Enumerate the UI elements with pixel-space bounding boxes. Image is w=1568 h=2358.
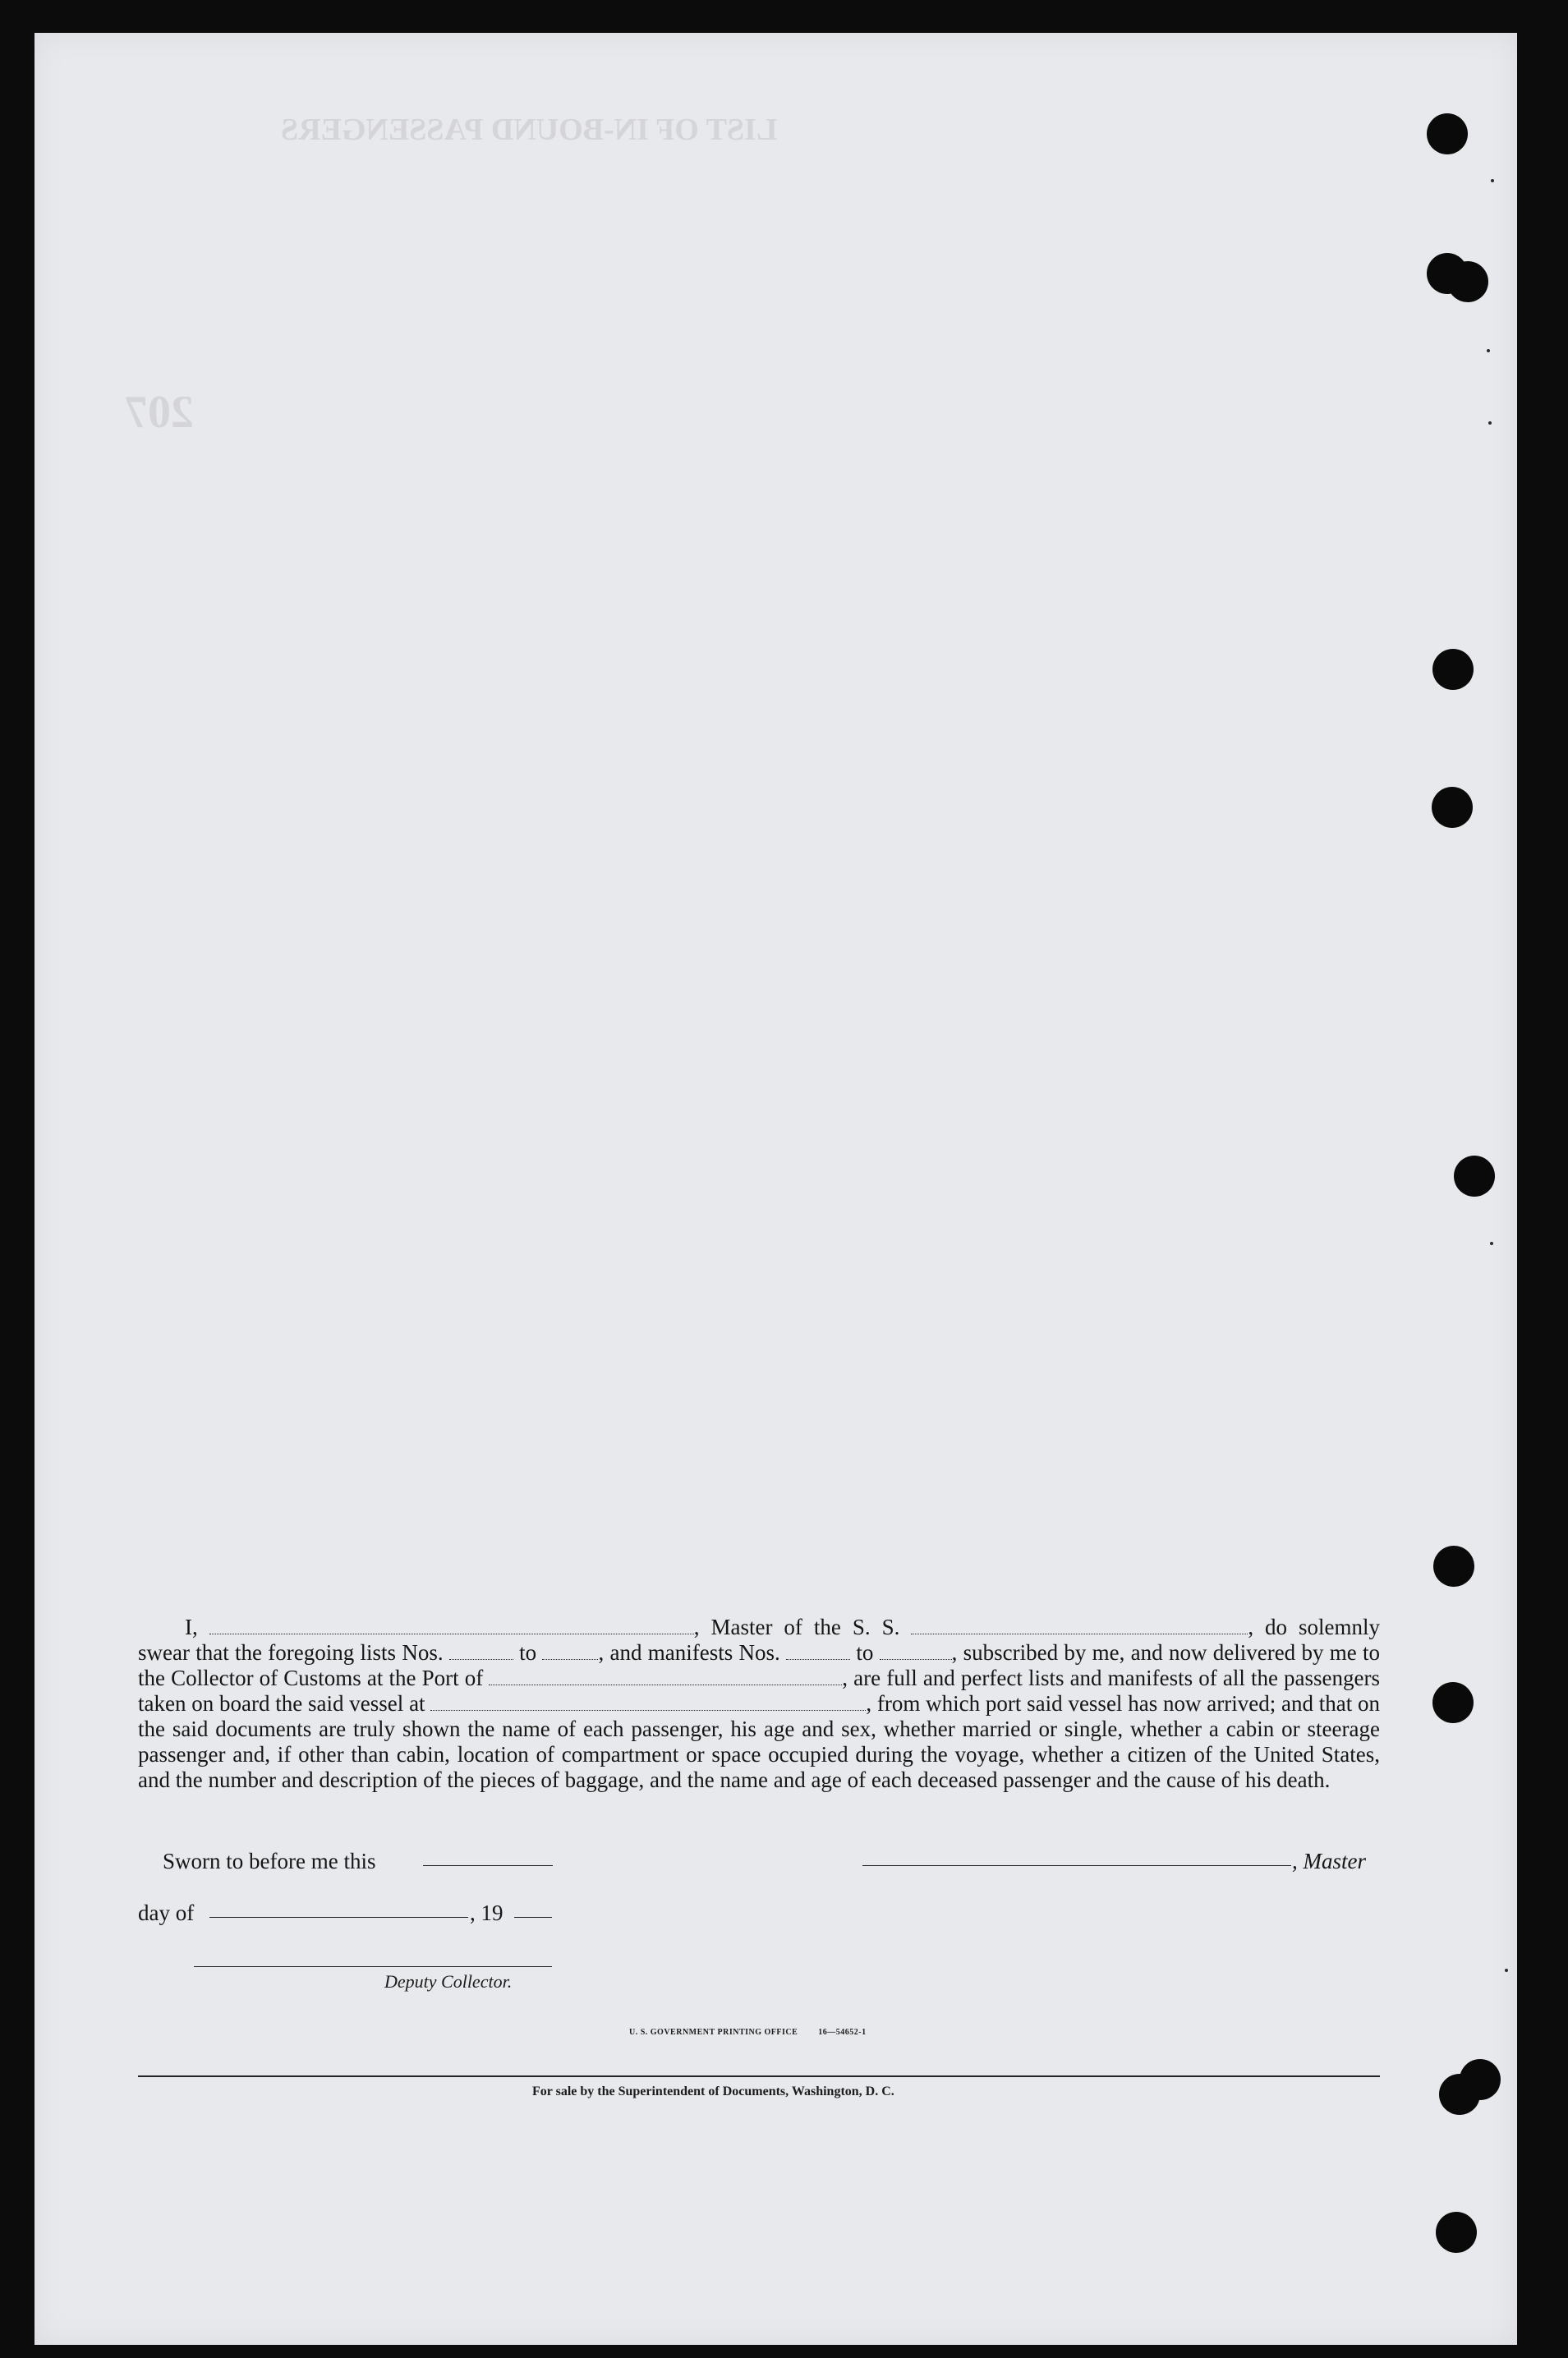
document-page [34,33,1517,2345]
oath-do-solemnly: , do solemnly [1248,1615,1381,1639]
blank-master-name [209,1619,694,1634]
blank-vessel-name [911,1619,1248,1634]
blank-year [514,1917,552,1918]
blank-port [489,1670,842,1685]
oath-swear: swear that the foregoing lists Nos. [138,1640,444,1665]
master-label: , Master [1292,1849,1366,1873]
oath-to-2: to [856,1640,874,1665]
master-signature-line [862,1865,1291,1866]
oath-subscribed: , subscribed by me, and now [951,1640,1207,1665]
blank-list-from [449,1644,513,1660]
sworn-label: Sworn to before me this [163,1849,376,1873]
day-of-label: day of [138,1901,195,1925]
blank-sworn-date [423,1865,553,1866]
sale-notice: For sale by the Superintendent of Documents, Washington, D. C. [532,2085,894,2098]
punch-hole [1433,1546,1474,1587]
gpo-imprint: U. S. GOVERNMENT PRINTING OFFICE 16—54652-1 [629,2028,867,2037]
oath-manifests: manifests of all the passengers taken on board the said vessel at [138,1666,1380,1716]
punch-hole [1454,1156,1495,1197]
punch-hole [1436,2212,1477,2253]
blank-manifest-from [786,1644,850,1660]
punch-hole [1432,649,1474,690]
ghost-number: 207 [125,387,194,438]
oath-paragraph [138,1615,1380,1793]
oath-delivered: delivered by me to the Collector of Customs at the Port of [138,1640,1381,1690]
oath-to-1: to [519,1640,537,1665]
blank-departure-port [430,1695,866,1711]
oath-rest: port said vessel has now arrived; and that on the said documents are truly shown the name of each passenger, his age and sex, whether married or single, whether a cabin or steerage passenger and, if other than cabin, location of compartment or space occupied during the voyage, whether a citizen of the United States, and the number and description of the pieces of baggage, and the name and age of each deceased passenger and the cause of his death. [138,1691,1381,1792]
punch-hole [1432,1682,1474,1723]
footer-rule [138,2075,1380,2077]
form-number: 16—54652-1 [818,2028,867,2037]
oath-from-which: , from which [866,1691,981,1716]
oath-and-manifests: , and manifests Nos. [598,1640,780,1665]
year-label: , 19 [470,1901,504,1925]
oath-master-of: , Master of the S. S. [693,1615,900,1639]
punch-hole [1427,113,1468,154]
punch-hole [1460,2059,1501,2100]
deputy-collector-label: Deputy Collector. [384,1971,513,1992]
deputy-collector-line [194,1966,552,1967]
blank-manifest-to [880,1644,952,1660]
oath-i: I, [185,1615,198,1639]
oath-are-full: , are full and perfect lists and [842,1666,1102,1690]
ghost-header: LIST OF IN-BOUND PASSENGERS [281,113,778,147]
blank-list-to [542,1644,598,1660]
punch-hole [1432,787,1473,828]
blank-day-of [209,1917,468,1918]
punch-hole [1447,261,1488,302]
